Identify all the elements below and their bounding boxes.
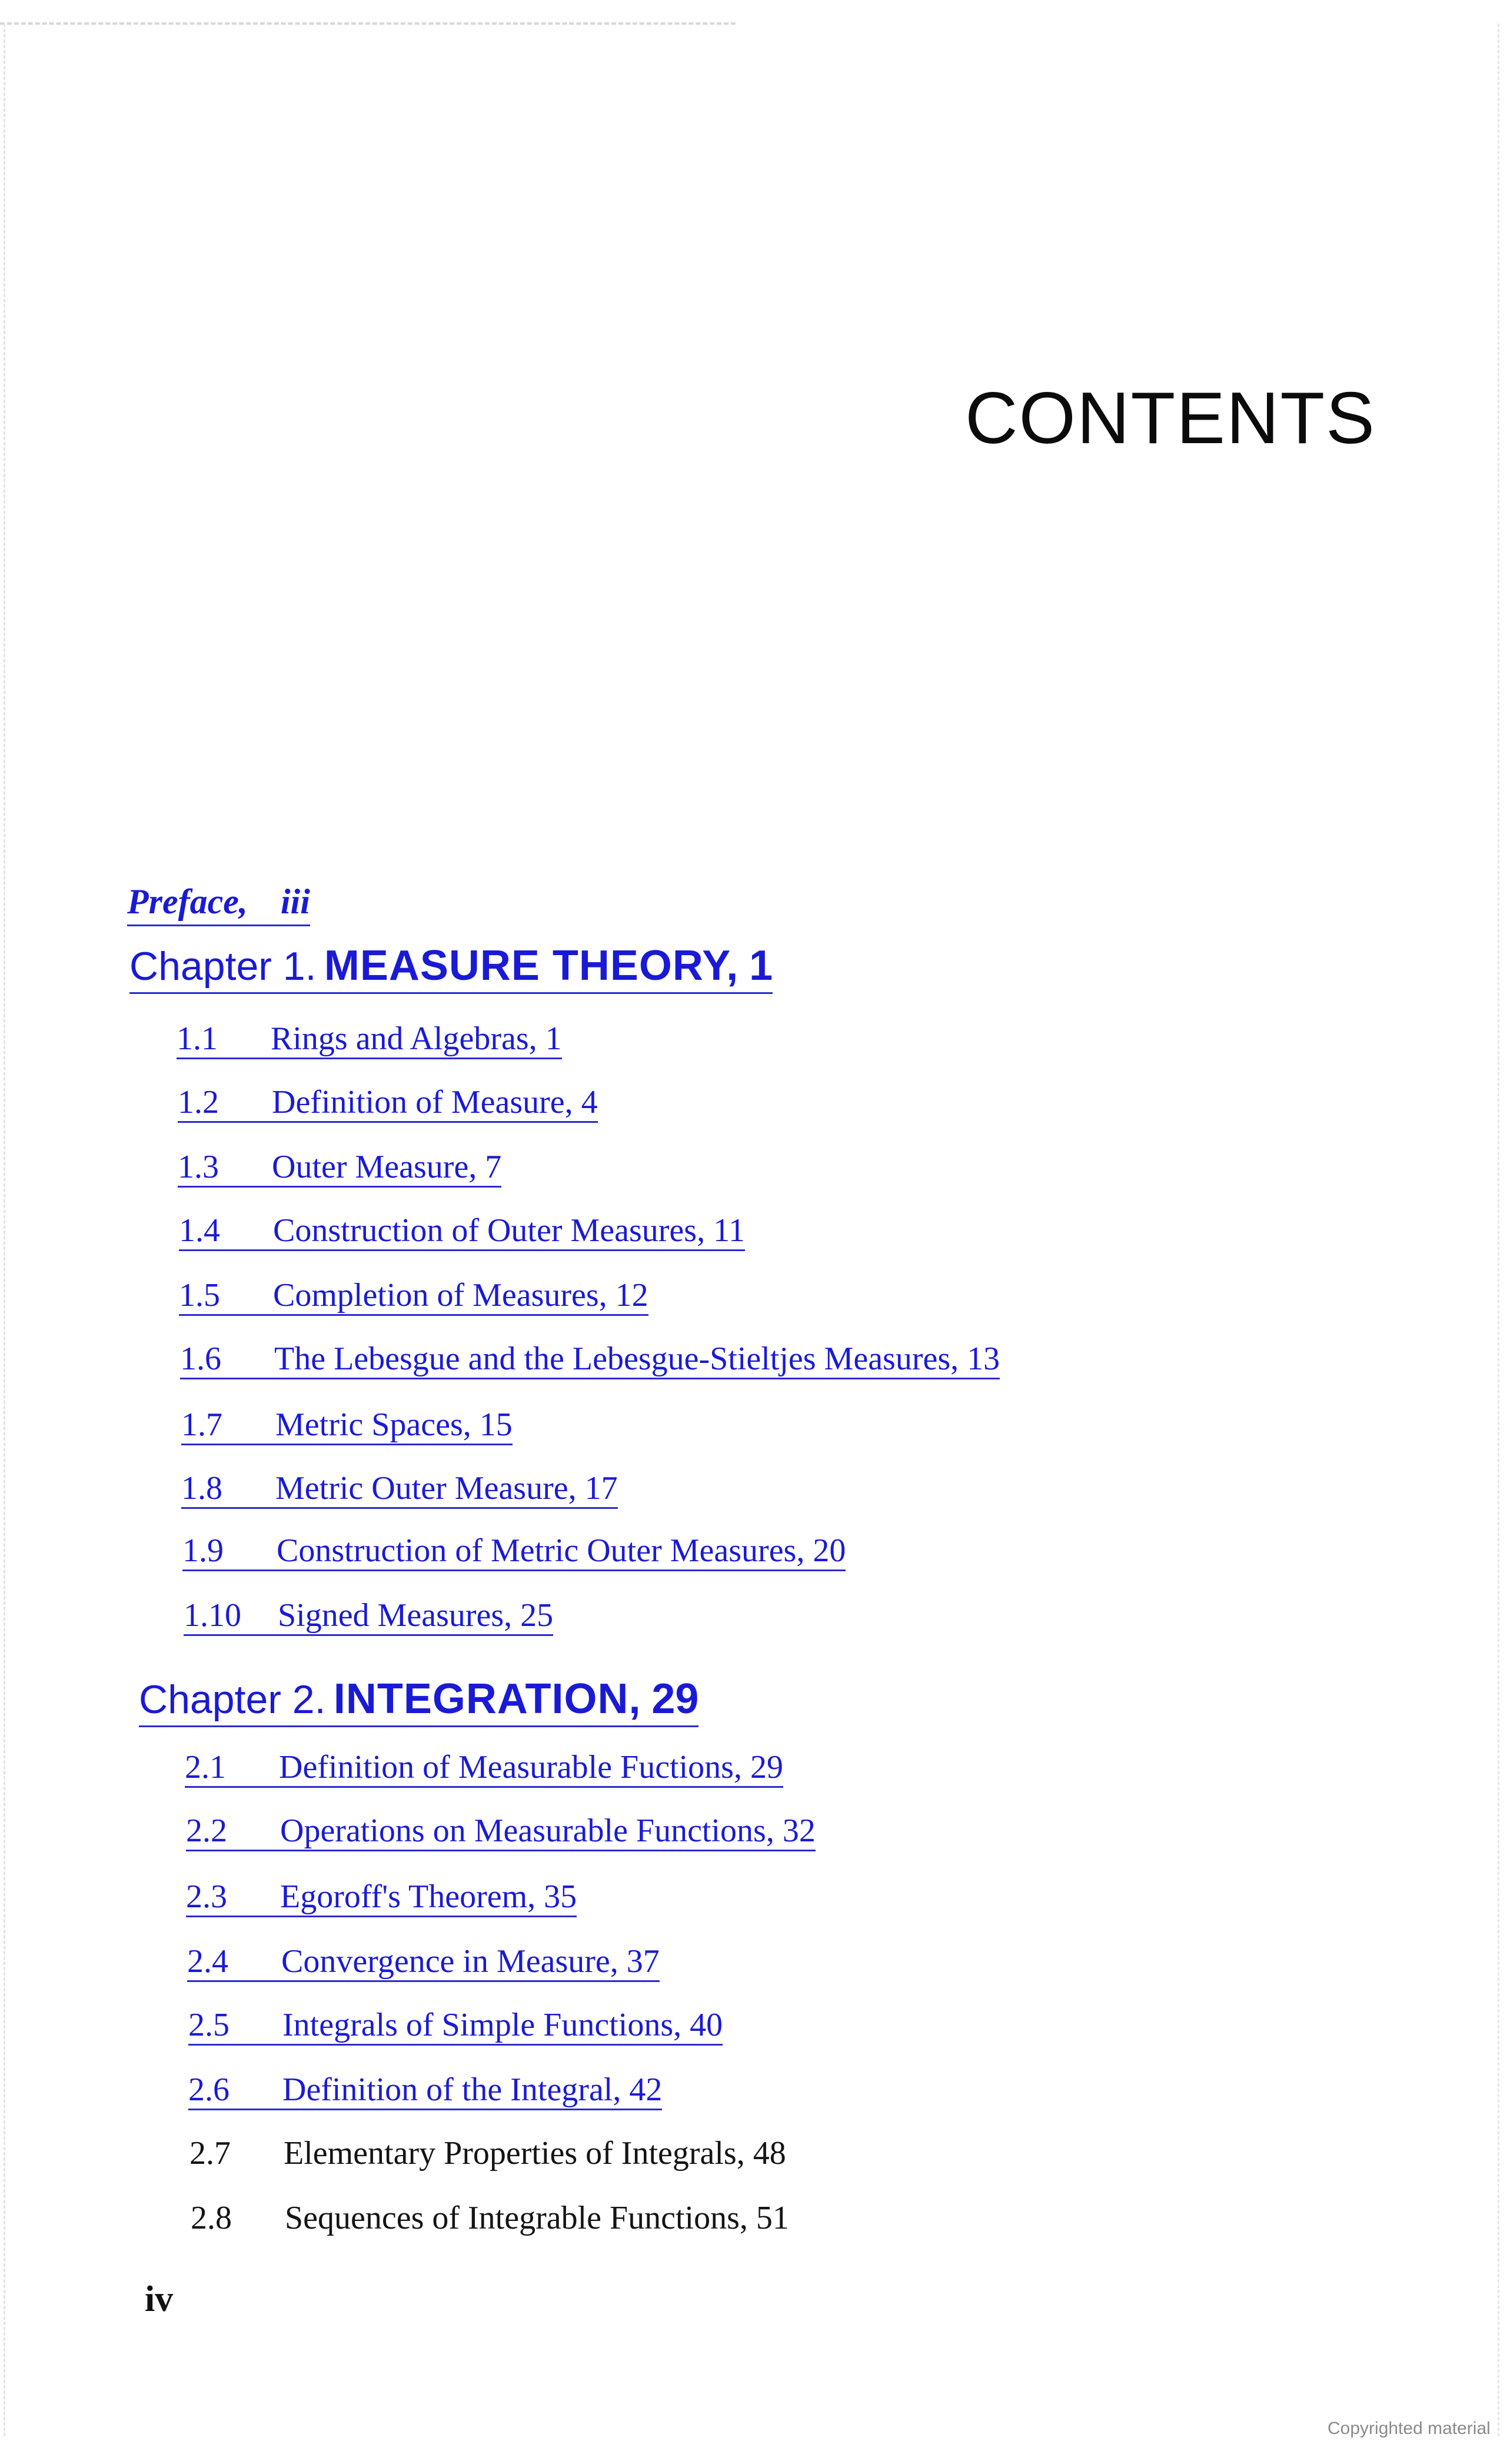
- toc-preface-link[interactable]: [127, 882, 310, 926]
- scan-artifact-left: [4, 24, 5, 2436]
- toc-section-link[interactable]: [188, 2009, 723, 2046]
- section-number: 2.4: [187, 1943, 228, 1980]
- toc-section-link[interactable]: [178, 1150, 501, 1188]
- preface-page: iii: [280, 882, 310, 921]
- toc-section-link[interactable]: [187, 1945, 660, 1982]
- toc-section-link[interactable]: [181, 1408, 513, 1445]
- section-title: Egoroff's Theorem, 35: [280, 1878, 577, 1915]
- section-title: Metric Outer Measure, 17: [275, 1470, 618, 1507]
- chapter-title: INTEGRATION,: [333, 1675, 641, 1723]
- section-number: 2.7: [189, 2135, 231, 2172]
- section-title: Sequences of Integrable Functions, 51: [285, 2200, 789, 2236]
- toc-section-link[interactable]: [186, 1880, 577, 1917]
- copyright-watermark: Copyrighted material: [1328, 2419, 1491, 2438]
- section-number: 1.10: [184, 1597, 241, 1634]
- section-title: Operations on Measurable Functions, 32: [280, 1813, 816, 1849]
- section-title: Definition of Measure, 4: [272, 1084, 598, 1120]
- toc-section-link[interactable]: [179, 1279, 648, 1316]
- section-number: 2.8: [191, 2200, 232, 2236]
- chapter-page: 1: [749, 942, 773, 989]
- chapter-number: Chapter 1.: [129, 944, 317, 989]
- toc-section-entry: [189, 2137, 786, 2170]
- section-title: Completion of Measures, 12: [273, 1277, 648, 1314]
- section-number: 1.6: [180, 1341, 221, 1377]
- toc-chapter-1-link[interactable]: [129, 942, 773, 994]
- section-number: 2.1: [185, 1749, 226, 1785]
- section-title: Outer Measure, 7: [272, 1149, 502, 1185]
- section-title: Convergence in Measure, 37: [281, 1943, 660, 1980]
- chapter-number: Chapter 2.: [139, 1677, 326, 1722]
- section-title: Construction of Outer Measures, 11: [273, 1212, 745, 1249]
- section-title: Signed Measures, 25: [278, 1597, 554, 1634]
- section-title: Rings and Algebras, 1: [271, 1020, 562, 1057]
- scan-artifact-right: [1498, 24, 1499, 2436]
- chapter-page: 29: [651, 1675, 699, 1723]
- section-title: Integrals of Simple Functions, 40: [282, 2007, 723, 2043]
- section-number: 1.3: [178, 1149, 219, 1185]
- section-number: 1.4: [179, 1212, 220, 1249]
- toc-section-link[interactable]: [181, 1472, 618, 1509]
- section-number: 1.2: [178, 1084, 219, 1120]
- section-title: Elementary Properties of Integrals, 48: [284, 2135, 786, 2172]
- page-number: iv: [145, 2279, 174, 2319]
- section-number: 1.7: [181, 1406, 222, 1443]
- toc-section-link[interactable]: [177, 1022, 562, 1059]
- section-title: Definition of Measurable Fuctions, 29: [279, 1749, 783, 1785]
- toc-section-link[interactable]: [179, 1214, 745, 1251]
- section-number: 1.9: [182, 1532, 224, 1569]
- preface-label: Preface,: [127, 882, 248, 921]
- section-number: 1.1: [177, 1020, 218, 1057]
- scan-artifact-top: [0, 22, 736, 27]
- toc-section-link[interactable]: [185, 1751, 783, 1788]
- toc-section-link[interactable]: [182, 1534, 846, 1571]
- toc-section-link[interactable]: [180, 1342, 1000, 1379]
- section-number: 2.6: [188, 2071, 229, 2108]
- page-title: CONTENTS: [965, 378, 1376, 459]
- section-number: 1.8: [181, 1470, 222, 1507]
- toc-section-link[interactable]: [184, 1599, 553, 1636]
- toc-chapter-2-link[interactable]: [139, 1675, 698, 1727]
- chapter-title: MEASURE THEORY,: [324, 942, 739, 989]
- toc-section-link[interactable]: [188, 2073, 662, 2110]
- toc-section-entry: [191, 2202, 789, 2234]
- section-number: 2.5: [188, 2007, 229, 2043]
- section-number: 1.5: [179, 1277, 220, 1314]
- section-title: Metric Spaces, 15: [275, 1406, 513, 1443]
- section-title: Construction of Metric Outer Measures, 20: [277, 1532, 846, 1569]
- section-number: 2.2: [186, 1813, 227, 1849]
- toc-section-link[interactable]: [186, 1814, 816, 1851]
- section-number: 2.3: [186, 1878, 227, 1915]
- section-title: Definition of the Integral, 42: [282, 2071, 663, 2108]
- section-title: The Lebesgue and the Lebesgue-Stieltjes Measures, 13: [274, 1341, 1000, 1377]
- toc-section-link[interactable]: [178, 1086, 598, 1123]
